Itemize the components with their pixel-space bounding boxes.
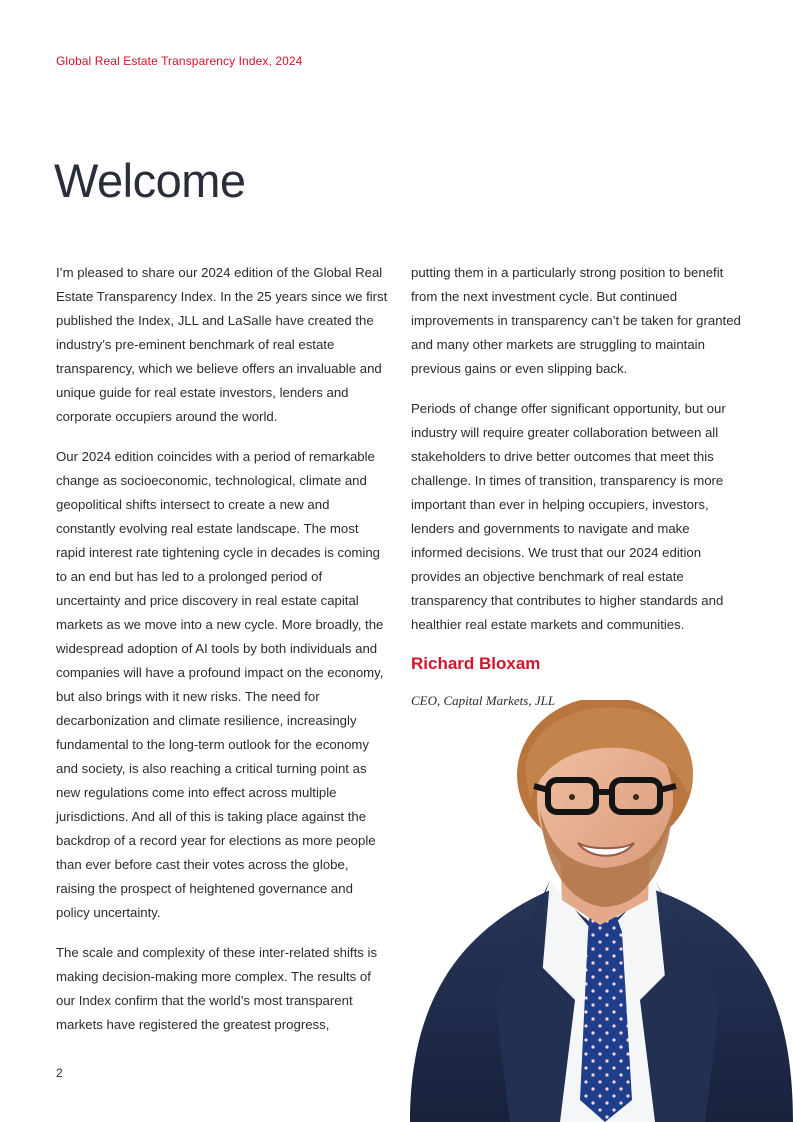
paragraph-complexity: The scale and complexity of these inter-related shifts is making decision-making more complex. The results of our Index confirm that the world’s most transparent markets have registered the greatest progress, xyxy=(56,945,378,1032)
paragraph-conclusion: Periods of change offer significant opportunity, but our industry will require greater collaboration between all stakeholders to drive better outcomes that meet this challenge. In times of transition, transparency is more important than ever in helping occupiers, investors, lenders and governments to navigate and make informed decisions. We trust that our 2024 edition provides an objective benchmark of real estate transparency that contributes to higher standards and healthier real estate markets and communities. xyxy=(411,401,726,632)
running-header: Global Real Estate Transparency Index, 2024 xyxy=(56,54,303,68)
paragraph-intro: I’m pleased to share our 2024 edition of the Global Real Estate Transparency Index. In the 25 years since we first published the Index, JLL and LaSalle have created the industry’s pre-eminent benchmark of real estate transparency, which we believe offers an invaluable and unique guide for real estate investors, lenders and corporate occupiers around the world. xyxy=(56,265,388,424)
portrait-photo xyxy=(400,700,793,1122)
body-column-right xyxy=(411,261,741,727)
paragraph-continuation: putting them in a particularly strong position to benefit from the next investment cycle. But continued improvements in transparency can’t be taken for granted and many other markets are struggling to maintain previous gains or even slipping back. xyxy=(411,265,741,376)
paragraph-context: Our 2024 edition coincides with a period of remarkable change as socioeconomic, technological, climate and geopolitical shifts intersect to create a new and constantly evolving real estate landscape. The most rapid interest rate tightening cycle in decades is coming to an end but has led to a prolonged period of uncertainty and price discovery in real estate capital markets as we move into a new cycle. More broadly, the widespread adoption of AI tools by both individuals and companies will have a profound impact on the economy, but also brings with it new risks. The need for decarbonization and climate resilience, increasingly fundamental to the long-term outlook for the economy and society, is also reaching a critical turning point as new regulations come into effect across multiple jurisdictions. And all of this is taking place against the backdrop of a record year for elections as more people than ever before cast their votes across the globe, raising the prospect of heightened governance and policy uncertainty. xyxy=(56,449,384,920)
signatory-name: Richard Bloxam xyxy=(411,654,541,673)
page-number: 2 xyxy=(56,1066,63,1080)
signatory-role: CEO, Capital Markets, JLL xyxy=(411,693,556,708)
page-title: Welcome xyxy=(54,154,246,207)
body-column-left xyxy=(56,261,388,1053)
